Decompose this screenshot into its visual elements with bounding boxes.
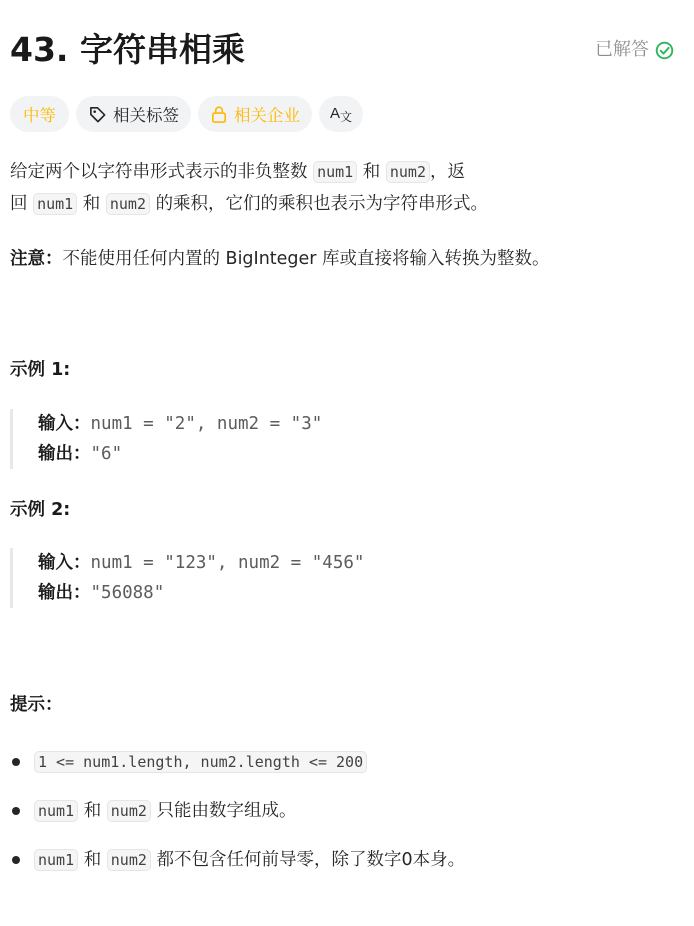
example-2-title: 示例 2:	[10, 500, 71, 520]
problem-title: 43. 字符串相乘	[10, 30, 245, 69]
example-2-block	[10, 548, 364, 608]
related-companies-label: 相关企业	[234, 106, 300, 125]
code-num2: num2	[106, 193, 150, 215]
code-num1: num1	[34, 849, 78, 871]
code-num1: num1	[33, 193, 77, 215]
svg-text:文: 文	[340, 110, 353, 124]
code-num1: num1	[313, 161, 357, 183]
example-1-title: 示例 1:	[10, 360, 71, 380]
difficulty-badge[interactable]: 中等	[10, 96, 69, 132]
note-label: 注意：	[10, 249, 63, 269]
lock-icon	[210, 105, 234, 124]
example-1-block	[10, 409, 322, 469]
note-paragraph	[10, 243, 550, 275]
hints-title: 提示：	[10, 695, 63, 715]
code-num2: num2	[107, 800, 151, 822]
description-line-1: 给定两个以字符串形式表示的非负整数 num1 和 num2 ，返	[10, 162, 465, 182]
tag-icon	[88, 105, 113, 124]
code-num2: num2	[386, 161, 430, 183]
related-tags-button[interactable]	[76, 96, 191, 132]
code-num2: num2	[107, 849, 151, 871]
example-1-input: 输入：num1 = "2", num2 = "3"	[38, 414, 323, 434]
solved-label: 已解答	[595, 39, 649, 60]
translate-icon	[329, 103, 353, 125]
problem-header	[10, 26, 674, 74]
description-line-2: 回 num1 和 num2 的乘积，它们的乘积也表示为字符串形式。	[10, 194, 489, 214]
check-circle-icon	[655, 41, 674, 60]
note-text: 不能使用任何内置的 BigInteger 库或直接将输入转换为整数。	[62, 249, 550, 269]
hints-list	[10, 742, 465, 889]
example-2-output: 输出："56088"	[38, 583, 165, 603]
related-tags-label: 相关标签	[113, 106, 179, 125]
tag-bar	[10, 96, 363, 132]
solved-status	[595, 35, 674, 65]
example-1-output: 输出："6"	[38, 444, 123, 464]
hint-item	[10, 742, 465, 791]
hint-item: num1 和 num2 都不包含任何前导零，除了数字0本身。	[10, 840, 465, 889]
translate-button[interactable]	[319, 96, 363, 132]
example-2-input: 输入：num1 = "123", num2 = "456"	[38, 553, 365, 573]
code-constraint: 1 <= num1.length, num2.length <= 200	[34, 751, 367, 773]
related-companies-button[interactable]	[198, 96, 312, 132]
hint-item: num1 和 num2 只能由数字组成。	[10, 791, 465, 840]
code-num1: num1	[34, 800, 78, 822]
svg-text:A: A	[330, 105, 341, 122]
